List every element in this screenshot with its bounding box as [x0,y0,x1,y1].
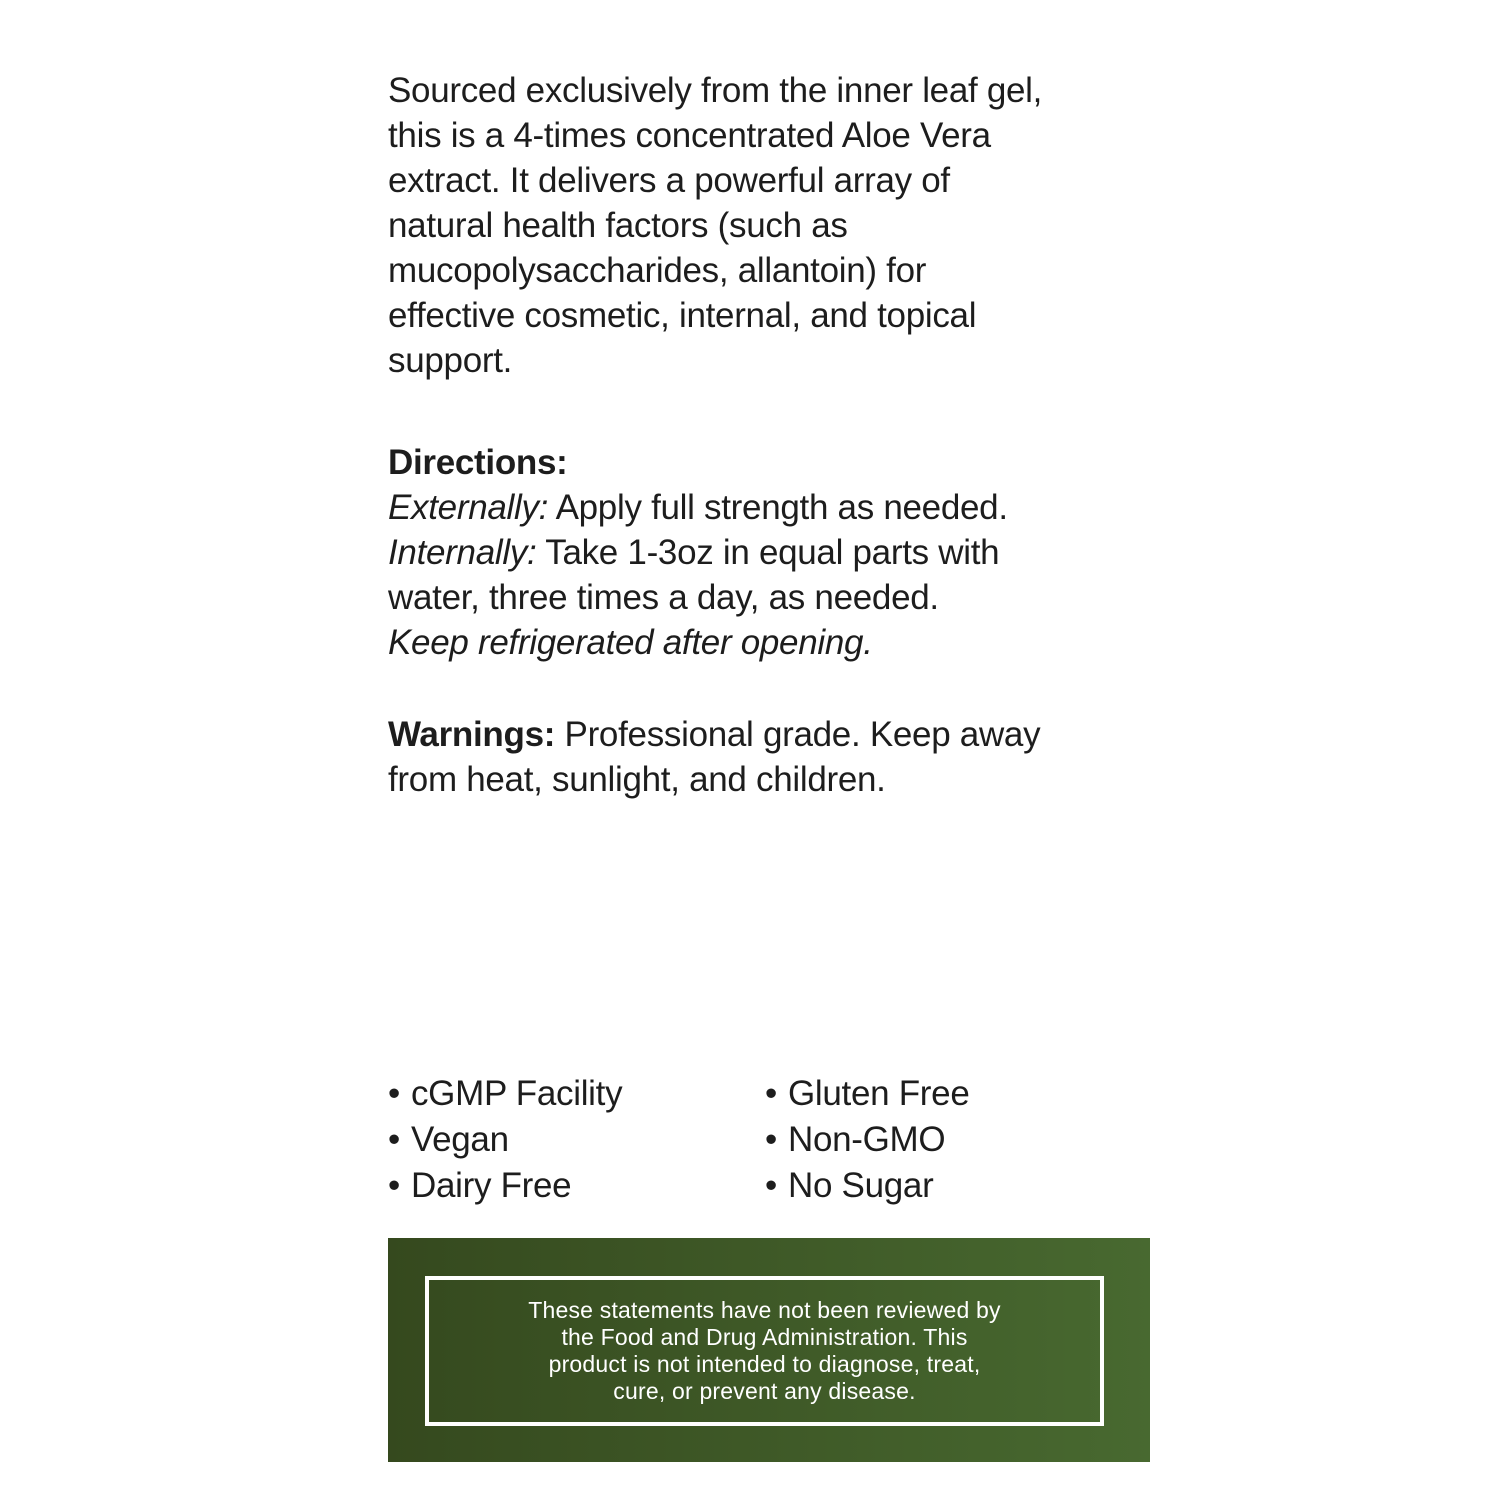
intro-line: support. [388,341,513,380]
feature-label: Gluten Free [787,1074,970,1113]
feature-label: cGMP Facility [410,1074,623,1113]
directions-internally-line [388,530,1008,575]
intro-line: extract. It delivers a powerful array of [388,161,950,200]
bullet-icon: • [765,1074,777,1113]
bullet-icon: • [765,1166,777,1205]
disclaimer-line: product is not intended to diagnose, treat, [548,1351,981,1377]
feature-label: Dairy Free [410,1166,572,1205]
keep-refrigerated-note: Keep refrigerated after opening. [388,623,873,662]
warnings-line2: from heat, sunlight, and children. [388,760,886,799]
externally-text: Apply full strength as needed. [548,488,1008,527]
features-column-left [388,1071,622,1209]
intro-line: this is a 4-times concentrated Aloe Vera [388,116,991,155]
directions-internally-line2: water, three times a day, as needed. [388,578,939,617]
warnings-label: Warnings: [388,715,556,754]
feature-item [388,1117,622,1163]
feature-item [765,1071,969,1117]
disclaimer-line: These statements have not been reviewed by [528,1297,1001,1323]
disclaimer-box [388,1238,1150,1462]
bullet-icon: • [388,1120,400,1159]
warnings-section [388,712,1040,802]
intro-line: natural health factors (such as [388,206,848,245]
disclaimer-line: cure, or prevent any disease. [613,1378,916,1404]
disclaimer-line: the Food and Drug Administration. This [561,1324,968,1350]
internally-text: Take 1-3oz in equal parts with [536,533,1000,572]
feature-label: No Sugar [787,1166,934,1205]
feature-label: Vegan [410,1120,509,1159]
feature-item [388,1163,622,1209]
intro-line: effective cosmetic, internal, and topical [388,296,977,335]
feature-label: Non-GMO [787,1120,946,1159]
externally-label: Externally: [388,488,549,527]
intro-line: Sourced exclusively from the inner leaf gel, [388,71,1043,110]
warnings-text: Professional grade. Keep away [555,715,1041,754]
directions-section [388,440,1008,665]
bullet-icon: • [765,1120,777,1159]
bullet-icon: • [388,1166,400,1205]
directions-heading: Directions: [388,443,568,482]
bullet-icon: • [388,1074,400,1113]
feature-item [388,1071,622,1117]
warnings-line1 [388,712,1040,757]
intro-paragraph [388,68,1042,383]
feature-item [765,1163,969,1209]
features-column-right [765,1071,969,1209]
directions-externally-line [388,485,1008,530]
disclaimer-border-frame [425,1276,1104,1426]
feature-item [765,1117,969,1163]
internally-label: Internally: [388,533,537,572]
intro-line: mucopolysaccharides, allantoin) for [388,251,927,290]
